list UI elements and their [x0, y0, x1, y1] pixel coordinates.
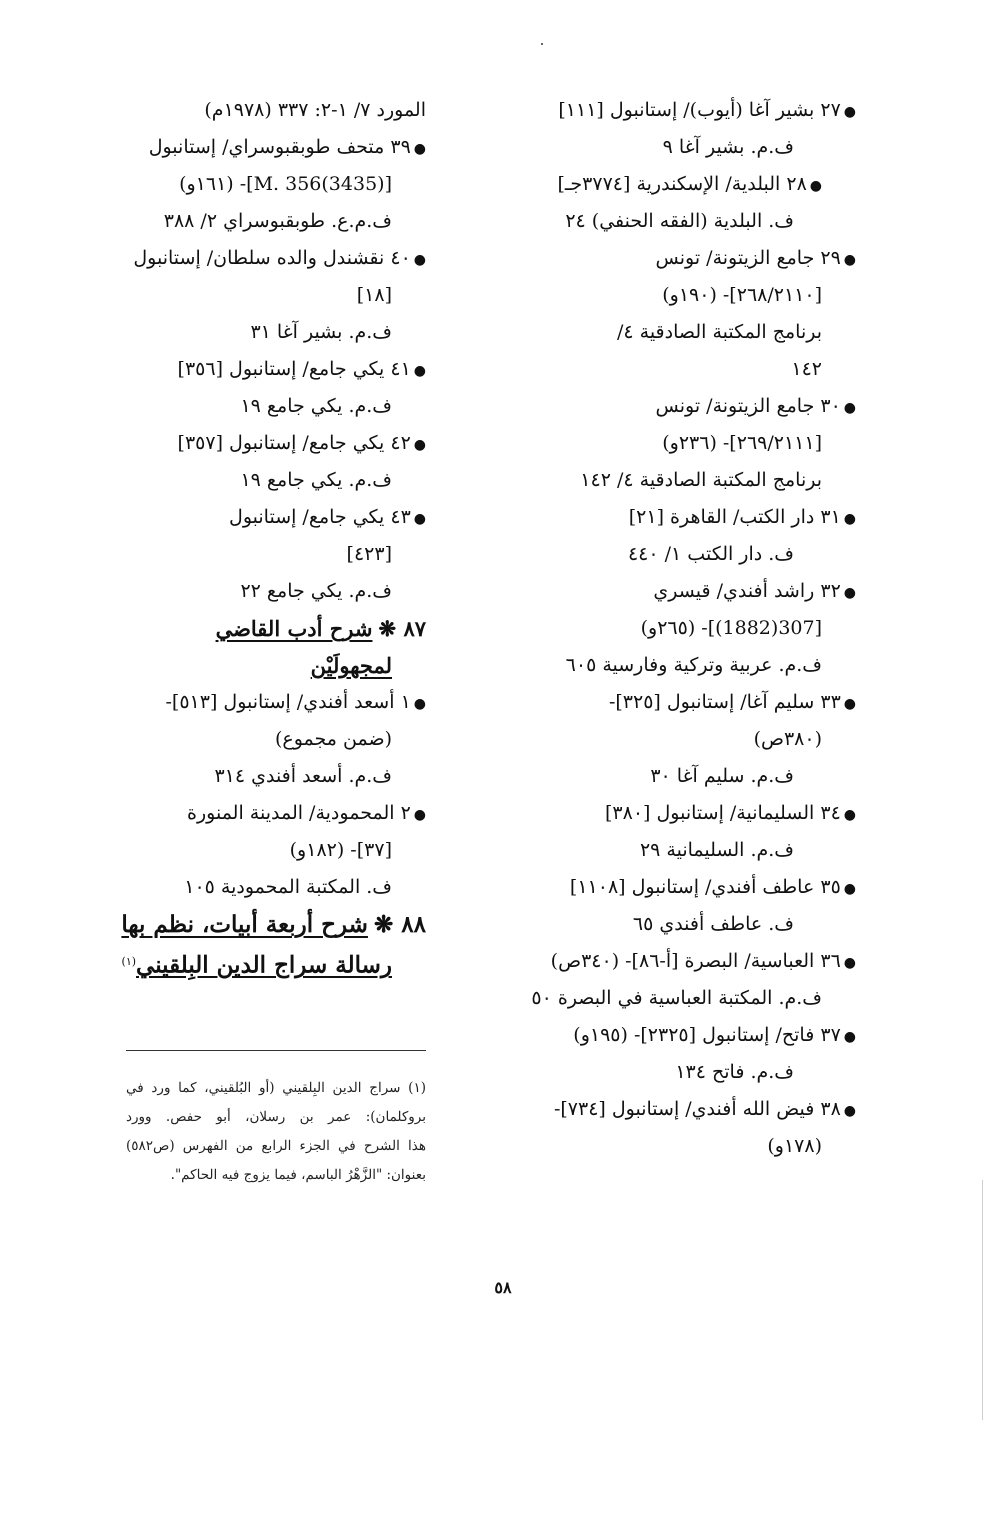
entry-text: ٢ المحمودية/ المدينة المنورة [187, 802, 411, 824]
entry-reference [126, 277, 426, 314]
entry-text: [٤٢٣] [346, 543, 392, 565]
bullet-icon: ● [809, 178, 822, 194]
entry-heading [121, 906, 426, 943]
entry-text: ٣٩ متحف طوبقبوسراي/ إستانبول [148, 136, 411, 158]
entry-text: [307(1882)]- (٢٦٥و) [640, 617, 822, 639]
footnote [126, 1074, 426, 1190]
entry-reference [126, 573, 426, 610]
entry-text: ٤٠ نقشندل والده سلطان/ إستانبول [133, 247, 411, 269]
manuscript-entry [500, 240, 856, 277]
bullet-icon: ● [843, 104, 856, 120]
entry-text: [٢٦٩/٢١١١]- (٢٣٦و) [662, 432, 822, 454]
entry-reference [500, 129, 856, 166]
entry-reference [126, 203, 426, 240]
entry-reference [126, 758, 426, 795]
entry-text: ١٤٢ [791, 358, 822, 380]
entry-text: ٣٠ جامع الزيتونة/ تونس [655, 395, 841, 417]
entry-text: ٤١ يكي جامع/ إستانبول [٣٥٦] [177, 358, 411, 380]
bullet-icon: ● [843, 252, 856, 268]
entry-text: ٣١ دار الكتب/ القاهرة [٢١] [628, 506, 841, 528]
entry-reference [500, 1054, 856, 1091]
entry-reference [126, 388, 426, 425]
entry-reference [500, 462, 856, 499]
entry-reference [126, 721, 426, 758]
bullet-icon: ● [843, 511, 856, 527]
entry-text: ف.م. فاتح ١٣٤ [675, 1061, 794, 1083]
entry-reference [500, 203, 856, 240]
scan-speck [541, 43, 543, 45]
entry-text: شرح أربعة أبيات، نظم بها [121, 911, 368, 938]
entry-reference [126, 166, 426, 203]
page-number: ٥٨ [494, 1278, 512, 1297]
entry-text: ٢٧ بشير آغا (أيوب)/ إستانبول [١١١] [558, 99, 841, 121]
entry-reference [500, 425, 856, 462]
entry-text: [١٨] [356, 284, 392, 306]
manuscript-entry [126, 351, 426, 388]
entry-number-star: ٨٨ ❋ [374, 911, 426, 938]
entry-reference [126, 92, 426, 129]
entry-text: ف.م. يكي جامع ٢٢ [240, 580, 392, 602]
manuscript-entry [126, 499, 426, 536]
manuscript-entry [500, 499, 856, 536]
bullet-icon: ● [413, 141, 426, 157]
manuscript-entry [500, 943, 856, 980]
scan-edge-line [982, 1180, 983, 1420]
entry-reference [500, 277, 856, 314]
manuscript-entry [500, 166, 856, 203]
manuscript-entry [500, 684, 856, 721]
bullet-icon: ● [413, 696, 426, 712]
bullet-icon: ● [843, 585, 856, 601]
entry-text: (٣٨٠ص) [753, 728, 822, 750]
entry-text: ٤٣ يكي جامع/ إستانبول [229, 506, 411, 528]
entry-text: ٢٨ البلدية/ الإسكندرية [٣٧٧٤جـ] [557, 173, 807, 195]
entry-text: ف. البلدية (الفقه الحنفي) ٢٤ [565, 210, 794, 232]
manuscript-entry [500, 869, 856, 906]
entry-text: ٣٨ فيض الله أفندي/ إستانبول [٧٣٤]- [553, 1098, 841, 1120]
manuscript-entry [126, 684, 426, 721]
entry-text: ف.م. أسعد أفندي ٣١٤ [214, 765, 392, 787]
entry-text: برنامج المكتبة الصادقية ٤/ ١٤٢ [580, 469, 822, 491]
manuscript-entry [500, 1091, 856, 1128]
entry-reference [500, 721, 856, 758]
entry-text: ٣٦ العباسية/ البصرة [أ-٨٦]- (٣٤٠ص) [550, 950, 841, 972]
entry-reference [500, 351, 856, 388]
entry-text: ف.م. عربية وتركية وفارسية ٦٠٥ [565, 654, 822, 676]
footnote-separator [126, 1050, 426, 1051]
entry-text: ٣٧ فاتح/ إستانبول [٢٣٢٥]- (١٩٥و) [573, 1024, 841, 1046]
bullet-icon: ● [843, 1103, 856, 1119]
entry-reference [500, 314, 856, 351]
entry-text: ف.م. يكي جامع ١٩ [240, 395, 392, 417]
entry-text: ف.م. بشير آغا ٣١ [250, 321, 392, 343]
manuscript-entry [500, 1017, 856, 1054]
right-column [500, 92, 856, 1165]
entry-number-star: ٨٧ ❋ [378, 616, 426, 641]
manuscript-entry [126, 425, 426, 462]
entry-heading [126, 647, 426, 684]
entry-heading [126, 610, 426, 647]
entry-text: لمجهولَيْن [310, 653, 392, 678]
entry-text: برنامج المكتبة الصادقية ٤/ [616, 321, 822, 343]
footnote-line: هذا الشرح في الجزء الرابع من الفهرس (ص٥٨٢) [126, 1138, 426, 1154]
bullet-icon: ● [843, 1029, 856, 1045]
bullet-icon: ● [413, 437, 426, 453]
entry-text: (١٧٨و) [767, 1135, 822, 1157]
bullet-icon: ● [843, 955, 856, 971]
entry-text: ٣٥ عاطف أفندي/ إستانبول [١١٠٨] [569, 876, 841, 898]
entry-reference [500, 980, 856, 1017]
entry-text: [٣٧]- (١٨٢و) [289, 839, 392, 861]
entry-reference [500, 1128, 856, 1165]
entry-reference [126, 536, 426, 573]
manuscript-entry [126, 240, 426, 277]
bullet-icon: ● [843, 696, 856, 712]
entry-text: ٣٢ راشد أفندي/ قيسري [653, 580, 841, 602]
entry-text: المورد ٧/ ١-٢: ٣٣٧ (١٩٧٨م) [204, 99, 426, 121]
entry-reference [126, 832, 426, 869]
bullet-icon: ● [413, 252, 426, 268]
left-column [121, 92, 426, 980]
footnote-line: بعنوان: "الزَّهْرُ الباسم، فيما يزوج فيه الحاكم". [170, 1167, 426, 1183]
entry-text: (ضمن مجموع) [274, 728, 392, 750]
manuscript-entry [500, 795, 856, 832]
footnote-line: بروكلمان): عمر بن رسلان، أبو حفص. وورد [126, 1109, 426, 1125]
entry-reference [500, 647, 856, 684]
entry-text: ف.م. المكتبة العباسية في البصرة ٥٠ [531, 987, 822, 1009]
entry-text: ف.م. يكي جامع ١٩ [240, 469, 392, 491]
entry-text: ٣٤ السليمانية/ إستانبول [٣٨٠] [604, 802, 841, 824]
entry-text: ف.م. السليمانية ٢٩ [639, 839, 794, 861]
bullet-icon: ● [413, 363, 426, 379]
entry-reference [500, 610, 856, 647]
bullet-icon: ● [843, 807, 856, 823]
manuscript-entry [500, 92, 856, 129]
manuscript-entry [126, 129, 426, 166]
entry-reference [126, 314, 426, 351]
entry-heading [121, 943, 426, 980]
entry-reference [500, 832, 856, 869]
bullet-icon: ● [843, 881, 856, 897]
entry-reference [126, 462, 426, 499]
entry-text: ٣٣ سليم آغا/ إستانبول [٣٢٥]- [608, 691, 841, 713]
manuscript-entry [500, 573, 856, 610]
footnote-line: (١) سراج الدين البِلقيني (أو البُلقيني، كما ورد في [126, 1080, 426, 1096]
entry-text: ف. عاطف أفندي ٦٥ [632, 913, 794, 935]
entry-text: ف. المكتبة المحمودية ١٠٥ [184, 876, 392, 898]
entry-reference [126, 869, 426, 906]
bullet-icon: ● [413, 511, 426, 527]
entry-reference [500, 536, 856, 573]
manuscript-entry [500, 388, 856, 425]
entry-text: رسالة سراج الدين البِلقيني [136, 951, 392, 979]
entry-reference [500, 906, 856, 943]
footnote-marker: (١) [121, 955, 137, 968]
entry-text: ف.م. سليم آغا ٣٠ [650, 765, 794, 787]
entry-text: شرح أدب القاضي [215, 616, 373, 641]
entry-reference [500, 758, 856, 795]
entry-text: ١ أسعد أفندي/ إستانبول [٥١٣]- [165, 691, 411, 713]
entry-text: ٢٩ جامع الزيتونة/ تونس [655, 247, 841, 269]
bullet-icon: ● [413, 807, 426, 823]
entry-text: ف.م.ع. طوبقبوسراي ٢/ ٣٨٨ [163, 210, 392, 232]
entry-text: ف. دار الكتب ١/ ٤٤٠ [627, 543, 794, 565]
entry-text: ٤٢ يكي جامع/ إستانبول [٣٥٧] [177, 432, 411, 454]
entry-text: [M. 356(3435)]- (١٦١و) [179, 173, 392, 195]
bullet-icon: ● [843, 400, 856, 416]
manuscript-entry [126, 795, 426, 832]
entry-text: [٢٦٨/٢١١٠]- (١٩٠و) [662, 284, 822, 306]
entry-text: ف.م. بشير آغا ٩ [662, 136, 794, 158]
